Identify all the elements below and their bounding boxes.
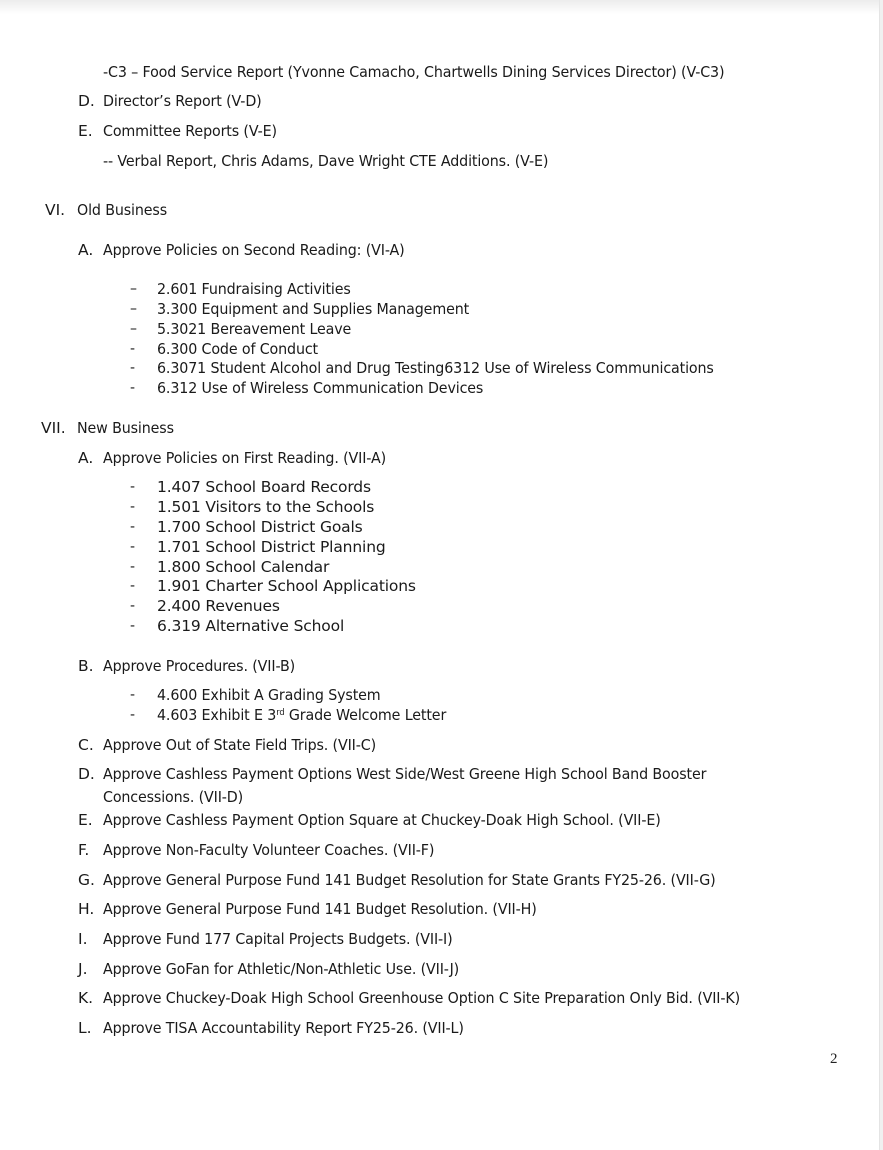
agenda-item-v-c3: -C3 – Food Service Report (Yvonne Camacho, Chartwells Dining Services Director) (V-C3)	[103, 63, 725, 81]
agenda-item-vii-d: Approve Cashless Payment Options West Side/West Greene High School Band Booster	[103, 765, 707, 783]
item-marker: A.	[78, 449, 94, 467]
bullet-dash: -	[130, 687, 136, 703]
bullet-dash: -	[130, 598, 136, 614]
agenda-item-v-d: Director’s Report (V-D)	[103, 92, 262, 110]
bullet-dash: -	[130, 618, 136, 634]
item-marker: C.	[78, 736, 94, 754]
item-marker: A.	[78, 241, 94, 259]
policy-item: 1.901 Charter School Applications	[157, 577, 416, 595]
bullet-dash: -	[130, 380, 136, 396]
policy-item: 1.800 School Calendar	[157, 558, 330, 576]
policy-item: 1.501 Visitors to the Schools	[157, 498, 375, 516]
section-title-old-business: Old Business	[77, 201, 168, 219]
page-number: 2	[830, 1051, 838, 1067]
policy-item: 1.701 School District Planning	[157, 538, 386, 556]
policy-item: 1.700 School District Goals	[157, 518, 363, 536]
bullet-dash: -	[130, 341, 136, 357]
agenda-item-v-e-verbal: -- Verbal Report, Chris Adams, Dave Wright CTE Additions. (V-E)	[103, 152, 549, 170]
agenda-item-vii-e: Approve Cashless Payment Option Square at Chuckey-Doak High School. (VII-E)	[103, 811, 661, 829]
agenda-item-vii-l: Approve TISA Accountability Report FY25-26. (VII-L)	[103, 1019, 464, 1037]
item-marker: E.	[78, 811, 93, 829]
item-marker: H.	[78, 900, 95, 918]
procedure-text: Grade Welcome Letter	[284, 706, 447, 724]
policy-item: 6.3071 Student Alcohol and Drug Testing6312 Use of Wireless Communications	[157, 359, 714, 377]
ordinal-superscript: rd	[276, 708, 285, 718]
policy-item: 1.407 School Board Records	[157, 478, 371, 496]
policy-item: 2.601 Fundraising Activities	[157, 280, 351, 298]
bullet-dash: -	[130, 499, 136, 515]
agenda-item-vii-g: Approve General Purpose Fund 141 Budget Resolution for State Grants FY25-26. (VII-G)	[103, 871, 716, 889]
item-marker: B.	[78, 657, 94, 675]
agenda-item-vii-c: Approve Out of State Field Trips. (VII-C)	[103, 736, 376, 754]
policy-item: 3.300 Equipment and Supplies Management	[157, 300, 470, 318]
bullet-dash: -	[130, 479, 136, 495]
item-marker: E.	[78, 122, 93, 140]
item-marker: L.	[78, 1019, 92, 1037]
bullet-dash: -	[130, 539, 136, 555]
item-marker: K.	[78, 989, 94, 1007]
agenda-item-vi-a: Approve Policies on Second Reading: (VI-A)	[103, 241, 405, 259]
agenda-item-vii-j: Approve GoFan for Athletic/Non-Athletic Use. (VII-J)	[103, 960, 460, 978]
policy-item: 5.3021 Bereavement Leave	[157, 320, 352, 338]
item-marker: D.	[78, 92, 95, 110]
section-numeral: VI.	[45, 201, 66, 219]
procedure-item	[157, 705, 446, 725]
agenda-item-v-e: Committee Reports (V-E)	[103, 122, 277, 140]
agenda-item-vii-h: Approve General Purpose Fund 141 Budget Resolution. (VII-H)	[103, 900, 537, 918]
item-marker: G.	[78, 871, 95, 889]
bullet-dash: –	[130, 281, 137, 297]
policy-item: 6.312 Use of Wireless Communication Devices	[157, 379, 484, 397]
section-title-new-business: New Business	[77, 419, 174, 437]
agenda-item-vii-d-continued: Concessions. (VII-D)	[103, 788, 244, 806]
bullet-dash: -	[130, 578, 136, 594]
item-marker: F.	[78, 841, 90, 859]
agenda-item-vii-f: Approve Non-Faculty Volunteer Coaches. (VII-F)	[103, 841, 435, 859]
procedure-item: 4.600 Exhibit A Grading System	[157, 686, 381, 704]
policy-item: 6.319 Alternative School	[157, 617, 345, 635]
item-marker: D.	[78, 765, 95, 783]
bullet-dash: -	[130, 360, 136, 376]
agenda-item-vii-i: Approve Fund 177 Capital Projects Budgets. (VII-I)	[103, 930, 453, 948]
procedure-text: 4.603 Exhibit E 3	[157, 706, 277, 724]
item-marker: I.	[78, 930, 88, 948]
bullet-dash: –	[130, 321, 137, 337]
bullet-dash: -	[130, 559, 136, 575]
policy-item: 2.400 Revenues	[157, 597, 280, 615]
policy-item: 6.300 Code of Conduct	[157, 340, 319, 358]
agenda-item-vii-k: Approve Chuckey-Doak High School Greenhouse Option C Site Preparation Only Bid. (VII-K)	[103, 989, 741, 1007]
bullet-dash: -	[130, 519, 136, 535]
bullet-dash: -	[130, 707, 136, 723]
item-marker: J.	[78, 960, 88, 978]
agenda-item-vii-a: Approve Policies on First Reading. (VII-A)	[103, 449, 387, 467]
section-numeral: VII.	[41, 419, 66, 437]
agenda-item-vii-b: Approve Procedures. (VII-B)	[103, 657, 296, 675]
bullet-dash: –	[130, 301, 137, 317]
